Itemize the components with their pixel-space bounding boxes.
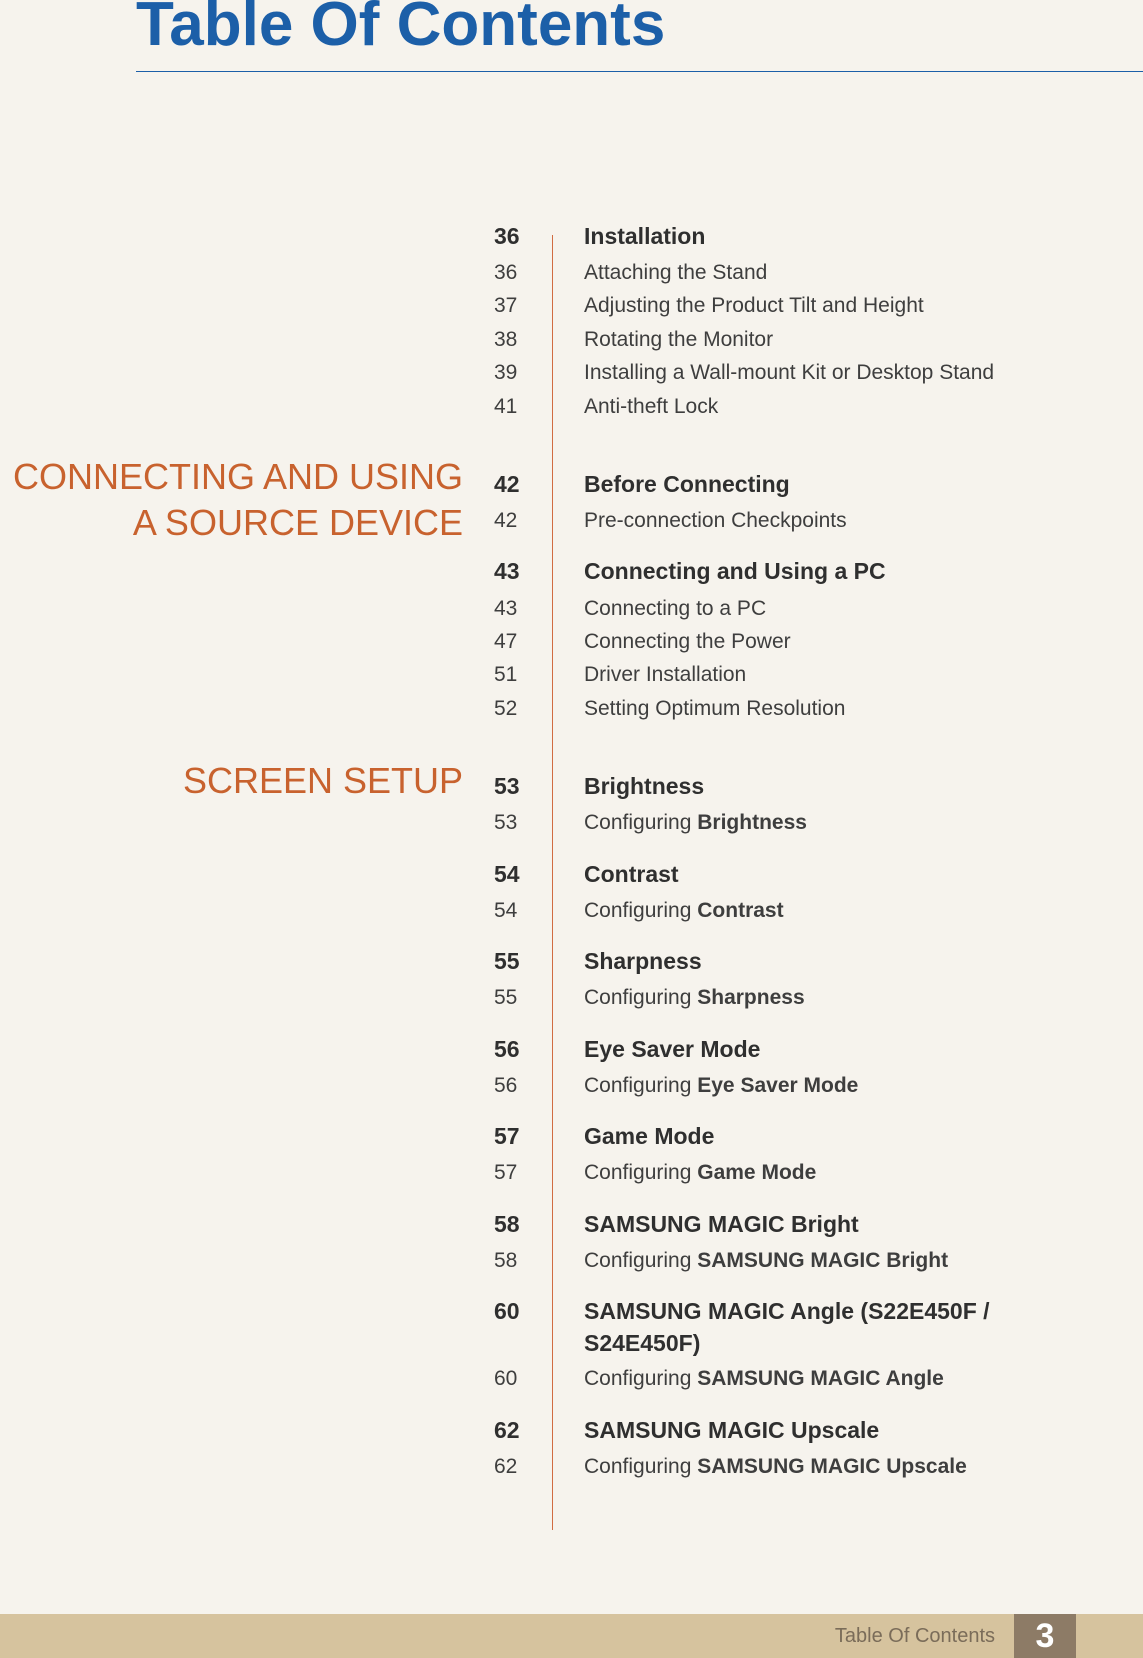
toc-label-prefix: Configuring bbox=[584, 1249, 692, 1272]
toc-label: SAMSUNG MAGIC Upscale bbox=[584, 1416, 880, 1443]
toc-label: Driver Installation bbox=[584, 663, 747, 686]
toc-page-number: 54 bbox=[494, 860, 520, 887]
section-heading-line: SCREEN SETUP bbox=[182, 760, 463, 801]
toc-page-number: 41 bbox=[494, 395, 518, 418]
toc-page-number: 37 bbox=[494, 294, 518, 317]
toc-entry-magic-bright[interactable] bbox=[470, 1208, 1090, 1240]
toc-label: Contrast bbox=[584, 860, 679, 887]
toc-page-number: 57 bbox=[494, 1161, 518, 1184]
toc-entry[interactable] bbox=[470, 693, 1090, 725]
toc-entry[interactable] bbox=[470, 324, 1090, 356]
toc-label: Brightness bbox=[697, 811, 807, 834]
toc-page-number: 52 bbox=[494, 697, 518, 720]
toc-label: Brightness bbox=[584, 772, 705, 799]
toc-entry[interactable] bbox=[470, 1363, 1090, 1395]
toc-page-number: 62 bbox=[494, 1416, 520, 1443]
toc-page-number: 39 bbox=[494, 361, 518, 384]
toc-entry-installation[interactable] bbox=[470, 220, 1090, 252]
toc-entry[interactable] bbox=[470, 593, 1090, 625]
title-divider bbox=[136, 71, 1143, 72]
toc-page-number: 57 bbox=[494, 1122, 520, 1149]
toc-page-number: 43 bbox=[494, 597, 518, 620]
toc-label: Rotating the Monitor bbox=[584, 328, 774, 351]
toc-entry[interactable] bbox=[470, 1245, 1090, 1277]
toc-label: Before Connecting bbox=[584, 470, 790, 497]
toc-entry-magic-upscale[interactable] bbox=[470, 1414, 1090, 1446]
toc-entry-magic-angle[interactable] bbox=[470, 1295, 1090, 1361]
toc-page-number: 53 bbox=[494, 811, 518, 834]
toc-label-prefix: Configuring bbox=[584, 986, 692, 1009]
toc-page-number: 42 bbox=[494, 470, 520, 497]
toc-label: Eye Saver Mode bbox=[697, 1074, 859, 1097]
toc-label: Attaching the Stand bbox=[584, 261, 768, 284]
toc-label: Connecting to a PC bbox=[584, 597, 767, 620]
page-number: 3 bbox=[1014, 1614, 1076, 1658]
toc-label: Connecting the Power bbox=[584, 630, 791, 653]
toc-page-number: 58 bbox=[494, 1210, 520, 1237]
toc-page-number: 58 bbox=[494, 1249, 518, 1272]
toc-page-number: 55 bbox=[494, 986, 518, 1009]
toc-page-number: 36 bbox=[494, 222, 520, 249]
toc-label: SAMSUNG MAGIC Bright bbox=[697, 1249, 949, 1272]
toc-label-prefix: Configuring bbox=[584, 1161, 692, 1184]
toc-entry[interactable] bbox=[470, 1451, 1090, 1483]
toc-label: Game Mode bbox=[584, 1122, 715, 1149]
toc-page-number: 60 bbox=[494, 1367, 518, 1390]
toc-label: Contrast bbox=[697, 899, 784, 922]
toc-label: Sharpness bbox=[584, 947, 702, 974]
toc-label-prefix: Configuring bbox=[584, 1074, 692, 1097]
toc-page-number: 60 bbox=[494, 1298, 520, 1324]
toc-entry[interactable] bbox=[470, 391, 1090, 423]
toc-label: Setting Optimum Resolution bbox=[584, 697, 846, 720]
toc-page-number: 42 bbox=[494, 509, 518, 532]
toc-entry[interactable] bbox=[470, 895, 1090, 927]
toc-entry-connecting-pc[interactable] bbox=[470, 555, 1090, 587]
toc-label: SAMSUNG MAGIC Bright bbox=[584, 1210, 859, 1237]
toc-label: Eye Saver Mode bbox=[584, 1035, 761, 1062]
toc-entry[interactable] bbox=[470, 290, 1090, 322]
toc-label: Installation bbox=[584, 222, 706, 249]
toc-label: Game Mode bbox=[697, 1161, 817, 1184]
toc-page-number: 62 bbox=[494, 1455, 518, 1478]
toc-page-number: 53 bbox=[494, 772, 520, 799]
toc-entry[interactable] bbox=[470, 626, 1090, 658]
toc-entry[interactable] bbox=[470, 257, 1090, 289]
footer-label: Table Of Contents bbox=[834, 1625, 995, 1647]
toc-label: Installing a Wall-mount Kit or Desktop Stand bbox=[584, 361, 995, 384]
toc-entry-game-mode[interactable] bbox=[470, 1120, 1090, 1152]
toc-label: SAMSUNG MAGIC Upscale bbox=[697, 1455, 967, 1478]
section-heading-line: A SOURCE DEVICE bbox=[132, 502, 463, 543]
toc-page-number: 56 bbox=[494, 1074, 518, 1097]
toc-label-prefix: Configuring bbox=[584, 1455, 692, 1478]
toc-label: Adjusting the Product Tilt and Height bbox=[584, 294, 924, 317]
toc-page-number: 36 bbox=[494, 261, 518, 284]
toc-page-number: 38 bbox=[494, 328, 518, 351]
toc-entry[interactable] bbox=[470, 505, 1090, 537]
toc-entry[interactable] bbox=[470, 659, 1090, 691]
toc-entry-eye-saver[interactable] bbox=[470, 1033, 1090, 1065]
toc-entry-before-connecting[interactable] bbox=[470, 468, 1090, 500]
toc-entry[interactable] bbox=[470, 1157, 1090, 1189]
toc-label-prefix: Configuring bbox=[584, 1367, 692, 1390]
toc-entry[interactable] bbox=[470, 1070, 1090, 1102]
toc-label: SAMSUNG MAGIC Angle bbox=[697, 1367, 944, 1390]
toc-label: Anti-theft Lock bbox=[584, 395, 719, 418]
section-heading-screen-setup bbox=[183, 758, 463, 804]
toc-entry-brightness[interactable] bbox=[470, 770, 1090, 802]
toc-page-number: 43 bbox=[494, 557, 520, 584]
toc-entry-contrast[interactable] bbox=[470, 858, 1090, 890]
toc-page-number: 47 bbox=[494, 630, 518, 653]
toc-label-prefix: Configuring bbox=[584, 899, 692, 922]
toc-entry[interactable] bbox=[470, 357, 1090, 389]
toc-entry-sharpness[interactable] bbox=[470, 945, 1090, 977]
toc-label: SAMSUNG MAGIC Angle (S22E450F / S24E450F) bbox=[584, 1298, 990, 1356]
toc-page-number: 51 bbox=[494, 663, 518, 686]
page-title: Table Of Contents bbox=[136, 0, 666, 59]
toc-page-number: 55 bbox=[494, 947, 520, 974]
page-footer bbox=[0, 1614, 1143, 1658]
toc-label-prefix: Configuring bbox=[584, 811, 692, 834]
toc-entry[interactable] bbox=[470, 807, 1090, 839]
section-heading-line: CONNECTING AND USING bbox=[12, 456, 463, 497]
toc-label: Pre-connection Checkpoints bbox=[584, 509, 847, 532]
toc-page-number: 56 bbox=[494, 1035, 520, 1062]
toc-entry[interactable] bbox=[470, 982, 1090, 1014]
toc-label: Sharpness bbox=[697, 986, 805, 1009]
toc-label: Connecting and Using a PC bbox=[584, 557, 886, 584]
section-heading-connecting bbox=[13, 454, 463, 546]
toc-page-number: 54 bbox=[494, 899, 518, 922]
